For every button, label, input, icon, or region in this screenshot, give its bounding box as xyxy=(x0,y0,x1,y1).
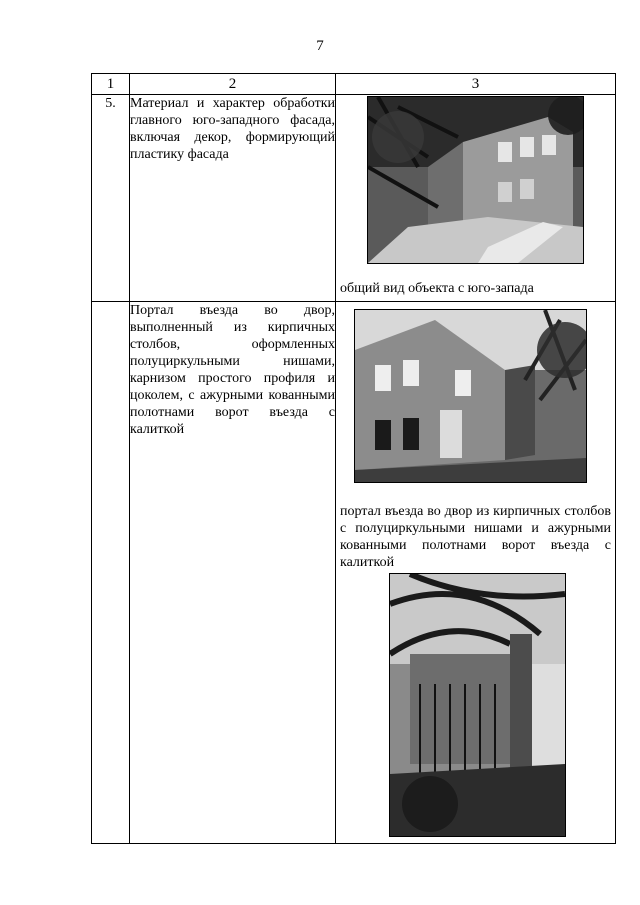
photo-caption: портал въезда во двор из кирпичных столбов с полуциркульными нишами и ажурными кованными полотнами ворот въезда с калиткой xyxy=(340,504,611,570)
table-header-row xyxy=(92,74,616,95)
row-number xyxy=(92,302,130,844)
photo-caption: общий вид объекта с юго-запада xyxy=(340,281,534,296)
table-row xyxy=(92,95,616,302)
page-number: 7 xyxy=(316,38,324,54)
gate-photo xyxy=(389,573,566,837)
header-col-3: 3 xyxy=(336,74,616,95)
row-description: Портал въезда во двор, выполненный из кирпичных столбов, оформленных полуциркульными нишами, карнизом простого профиля и цоколем, с ажурными кованными полотнами ворот въезда с калиткой xyxy=(130,302,336,844)
row-description: Материал и характер обработки главного юго-западного фасада, включая декор, формирующий пластику фасада xyxy=(130,95,336,302)
building-corner-photo xyxy=(354,309,587,483)
row-illustration-cell xyxy=(336,302,616,844)
table-row xyxy=(92,302,616,844)
header-col-2: 2 xyxy=(130,74,336,95)
facade-photo xyxy=(367,96,584,264)
header-col-1: 1 xyxy=(92,74,130,95)
document-table xyxy=(91,73,616,844)
row-number: 5. xyxy=(92,95,130,302)
row-illustration-cell xyxy=(336,95,616,302)
